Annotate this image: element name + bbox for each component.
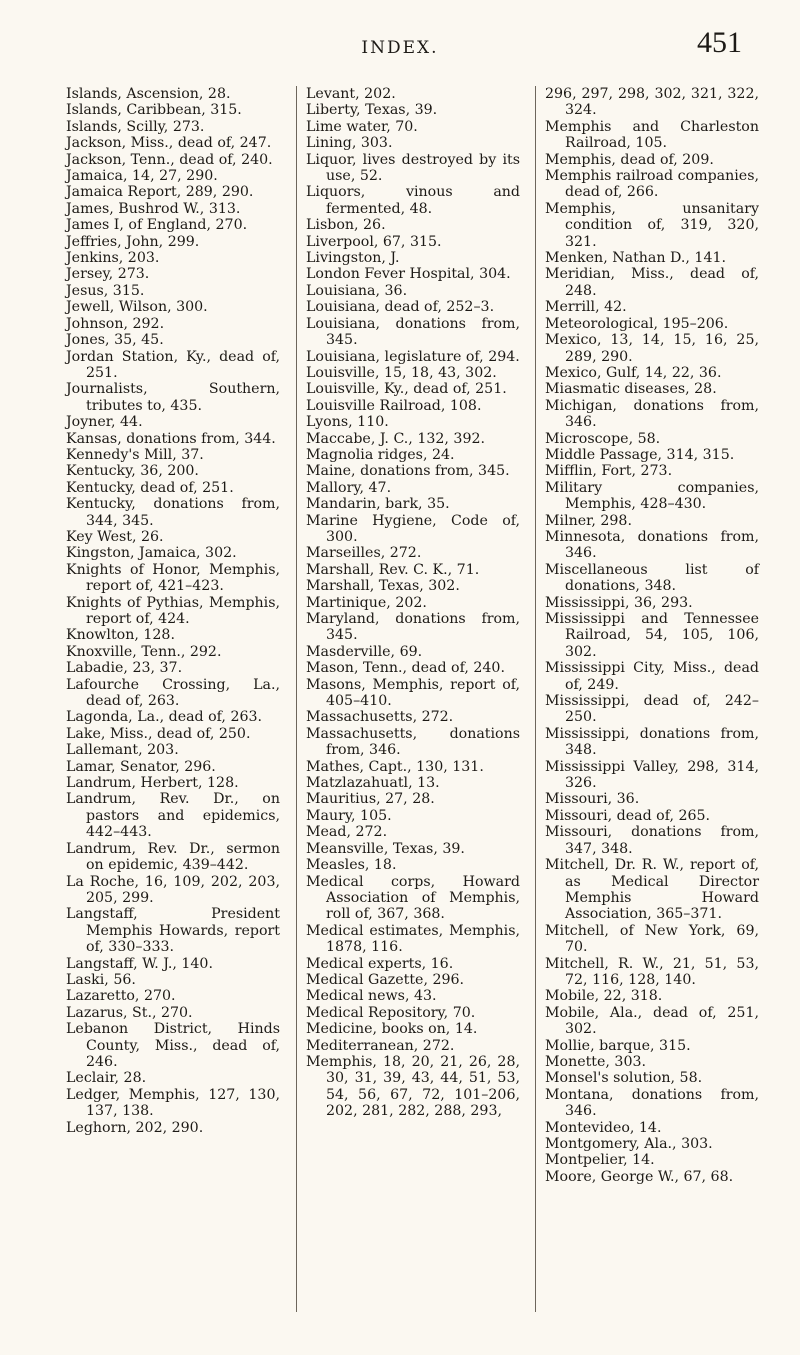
index-entry: Missouri, 36. xyxy=(545,791,640,808)
index-entry: Lime water, 70. xyxy=(306,118,418,135)
index-entry: Magnolia ridges, 24. xyxy=(306,446,455,463)
index-entry: Mexico, 13, 14, 15, 16, 25, 289, 290. xyxy=(545,332,759,365)
index-entry: Louisiana, legislature of, 294. xyxy=(306,348,520,365)
index-entry: Marseilles, 272. xyxy=(306,545,422,562)
index-entry: Knoxville, Tenn., 292. xyxy=(66,643,222,660)
index-entry: Minnesota, donations from, 346. xyxy=(545,528,759,562)
index-entry: Lyons, 110. xyxy=(306,414,389,431)
index-entry: Livingston, J. xyxy=(306,250,400,267)
index-entry: Jenkins, 203. xyxy=(66,250,160,267)
index-entry: Masons, Memphis, report of, 405–410. xyxy=(306,676,520,710)
index-entry: James I, of England, 270. xyxy=(66,217,248,234)
index-entry: Mifflin, Fort, 273. xyxy=(545,463,673,480)
index-entry: Lazaretto, 270. xyxy=(66,988,176,1005)
index-entry: Lafourche Crossing, La., dead of, 263. xyxy=(66,676,280,710)
index-entry: Langstaff, W. J., 140. xyxy=(66,955,213,972)
index-entry: Louisville, Ky., dead of, 251. xyxy=(306,381,507,398)
index-entry: Lazarus, St., 270. xyxy=(66,1004,193,1021)
index-entry: Mississippi City, Miss., dead of, 249. xyxy=(545,660,759,693)
index-entry: Mississippi, dead of, 242–250. xyxy=(545,693,759,726)
index-entry: Meridian, Miss., dead of, 248. xyxy=(545,266,759,299)
index-entry: Mitchell, Dr. R. W., report of, as Medical Director Memphis Howard Association, 365–371. xyxy=(545,857,759,923)
index-entry: Ledger, Memphis, 127, 130, 137, 138. xyxy=(66,1086,280,1120)
index-entry: Measles, 18. xyxy=(306,857,397,874)
index-entry: Liberty, Texas, 39. xyxy=(306,102,438,119)
index-entry: Marshall, Texas, 302. xyxy=(306,578,460,595)
index-entry: Military companies, Memphis, 428–430. xyxy=(545,479,759,513)
index-entry: Liverpool, 67, 315. xyxy=(306,233,442,250)
index-entry: Mobile, 22, 318. xyxy=(545,988,663,1005)
index-entry: Mason, Tenn., dead of, 240. xyxy=(306,660,505,677)
index-entry: Martinique, 202. xyxy=(306,594,427,611)
index-column-1 xyxy=(66,86,280,1136)
index-entry: Mobile, Ala., dead of, 251, 302. xyxy=(545,1004,759,1038)
index-entry: Lallemant, 203. xyxy=(66,742,179,759)
index-entry: Louisville Railroad, 108. xyxy=(306,397,482,414)
index-entry: Medicine, books on, 14. xyxy=(306,1021,478,1038)
index-entry: Labadie, 23, 37. xyxy=(66,660,183,677)
index-entry: Knights of Honor, Memphis, report of, 421–423. xyxy=(66,561,280,595)
index-entry: Landrum, Rev. Dr., sermon on epidemic, 439–442. xyxy=(66,840,280,874)
index-entry: Michigan, donations from, 346. xyxy=(545,397,759,431)
index-entry: Islands, Caribbean, 315. xyxy=(66,102,242,119)
index-entry: Kentucky, donations from, 344, 345. xyxy=(66,496,280,529)
index-entry: Liquor, lives destroyed by its use, 52. xyxy=(306,151,520,185)
page-number: 451 xyxy=(697,26,742,59)
index-entry: Leclair, 28. xyxy=(66,1070,147,1087)
index-entry: Mexico, Gulf, 14, 22, 36. xyxy=(545,364,722,381)
index-entry: Leghorn, 202, 290. xyxy=(66,1119,204,1136)
index-entry: Kingston, Jamaica, 302. xyxy=(66,545,237,562)
index-entry: Louisiana, dead of, 252–3. xyxy=(306,299,495,316)
index-entry: Mitchell, R. W., 21, 51, 53, 72, 116, 128, 140. xyxy=(545,955,759,988)
index-entry: Laski, 56. xyxy=(66,971,136,988)
index-entry: Mallory, 47. xyxy=(306,479,392,496)
index-entry: Jesus, 315. xyxy=(66,282,145,299)
index-entry: Missouri, dead of, 265. xyxy=(545,807,711,824)
index-entry: Liquors, vinous and fermented, 48. xyxy=(306,184,520,217)
index-entry: Lisbon, 26. xyxy=(306,217,386,234)
index-entry: Marshall, Rev. C. K., 71. xyxy=(306,561,480,578)
page-title: INDEX. xyxy=(361,38,439,58)
index-entry: Miscellaneous list of donations, 348. xyxy=(545,561,759,595)
index-entry: Mississippi and Tennessee Railroad, 54, 105, 106, 302. xyxy=(545,611,759,660)
index-entry: Menken, Nathan D., 141. xyxy=(545,250,727,267)
index-entry: Jackson, Miss., dead of, 247. xyxy=(66,135,272,152)
index-entry: Memphis, unsanitary condition of, 319, 320, 321. xyxy=(545,200,759,250)
index-entry: Maury, 105. xyxy=(306,807,392,824)
index-entry: Jewell, Wilson, 300. xyxy=(66,299,208,316)
index-entry: Maccabe, J. C., 132, 392. xyxy=(306,430,486,447)
index-entry: Miasmatic diseases, 28. xyxy=(545,381,717,398)
index-entry: Medical corps, Howard Association of Memphis, roll of, 367, 368. xyxy=(306,873,520,923)
index-entry: Medical estimates, Memphis, 1878, 116. xyxy=(306,922,520,956)
index-entry: Lagonda, La., dead of, 263. xyxy=(66,709,263,726)
index-entry: James, Bushrod W., 313. xyxy=(66,200,241,217)
index-entry: Meansville, Texas, 39. xyxy=(306,840,465,857)
index-entry: Islands, Scilly, 273. xyxy=(66,118,205,135)
index-entry: Memphis and Charleston Railroad, 105. xyxy=(545,118,759,152)
index-entry: Mead, 272. xyxy=(306,824,388,841)
index-entry: Matzlazahuatl, 13. xyxy=(306,775,440,792)
index-entry: Jeffries, John, 299. xyxy=(66,233,200,250)
index-entry: Memphis, dead of, 209. xyxy=(545,151,714,168)
index-entry: Middle Passage, 314, 315. xyxy=(545,446,735,463)
index-column-2 xyxy=(306,86,520,1120)
index-entry: Langstaff, President Memphis Howards, report of, 330–333. xyxy=(66,906,280,956)
index-entry: Monsel's solution, 58. xyxy=(545,1070,703,1087)
index-entry: Lining, 303. xyxy=(306,135,393,152)
index-entry: Medical experts, 16. xyxy=(306,955,454,972)
index-entry: Masderville, 69. xyxy=(306,643,423,660)
index-entry: Mollie, barque, 315. xyxy=(545,1037,691,1054)
index-entry: Mandarin, bark, 35. xyxy=(306,496,450,513)
index-entry: Milner, 298. xyxy=(545,512,632,529)
index-entry: Mitchell, of New York, 69, 70. xyxy=(545,922,759,956)
index-entry: Maryland, donations from, 345. xyxy=(306,611,520,644)
index-entry: Massachusetts, 272. xyxy=(306,709,454,726)
index-entry: Memphis railroad companies, dead of, 266. xyxy=(545,168,759,201)
index-entry: Kennedy's Mill, 37. xyxy=(66,446,204,463)
index-entry: Moore, George W., 67, 68. xyxy=(545,1168,734,1185)
index-entry: Memphis, 18, 20, 21, 26, 28, 30, 31, 39, 43, 44, 51, 53, 54, 56, 67, 72, 101–206, 202, 281, 282, 288, 293, xyxy=(306,1053,520,1120)
index-entry: Landrum, Rev. Dr., on pastors and epidemics, 442–443. xyxy=(66,791,280,841)
index-entry: Mediterranean, 272. xyxy=(306,1037,455,1054)
index-entry: Montgomery, Ala., 303. xyxy=(545,1136,713,1152)
index-entry: Mississippi, donations from, 348. xyxy=(545,725,759,759)
index-entry: Lamar, Senator, 296. xyxy=(66,758,216,775)
index-entry: Islands, Ascension, 28. xyxy=(66,86,231,102)
index-entry: Joyner, 44. xyxy=(66,414,143,431)
index-entry: Merrill, 42. xyxy=(545,299,627,316)
index-entry: Johnson, 292. xyxy=(66,315,165,332)
index-entry: Jersey, 273. xyxy=(66,266,150,283)
index-entry: Levant, 202. xyxy=(306,86,396,102)
index-entry: Montevideo, 14. xyxy=(545,1119,662,1136)
index-entry: Journalists, Southern, tributes to, 435. xyxy=(66,381,280,414)
index-entry: Medical news, 43. xyxy=(306,988,437,1005)
index-entry: Louisville, 15, 18, 43, 302. xyxy=(306,364,497,381)
index-entry: Mississippi, 36, 293. xyxy=(545,594,693,611)
index-entry: Maine, donations from, 345. xyxy=(306,463,510,480)
index-entry: Monette, 303. xyxy=(545,1053,647,1070)
index-entry: Kentucky, 36, 200. xyxy=(66,463,199,480)
index-entry: Lake, Miss., dead of, 250. xyxy=(66,725,251,742)
index-entry: Knowlton, 128. xyxy=(66,627,175,644)
index-entry: Jordan Station, Ky., dead of, 251. xyxy=(66,348,280,381)
index-entry: Massachusetts, donations from, 346. xyxy=(306,725,520,759)
index-entry: Key West, 26. xyxy=(66,528,164,545)
index-entry: Jones, 35, 45. xyxy=(66,332,164,349)
index-entry: Mathes, Capt., 130, 131. xyxy=(306,758,484,775)
index-column-3 xyxy=(545,86,759,1185)
running-head xyxy=(0,26,800,66)
index-entry: Kentucky, dead of, 251. xyxy=(66,479,234,496)
index-entry: Landrum, Herbert, 128. xyxy=(66,775,239,792)
index-entry: Louisiana, 36. xyxy=(306,282,408,299)
index-entry: 296, 297, 298, 302, 321, 322, 324. xyxy=(545,86,759,119)
index-entry: Missouri, donations from, 347, 348. xyxy=(545,824,759,857)
index-entry: Jackson, Tenn., dead of, 240. xyxy=(66,151,273,168)
index-entry: Microscope, 58. xyxy=(545,430,661,447)
index-entry: Montana, donations from, 346. xyxy=(545,1086,759,1120)
index-entry: Medical Repository, 70. xyxy=(306,1004,476,1021)
index-entry: Montpelier, 14. xyxy=(545,1152,655,1169)
index-entry: Lebanon District, Hinds County, Miss., dead of, 246. xyxy=(66,1021,280,1070)
index-entry: Meteorological, 195–206. xyxy=(545,315,729,332)
index-entry: Knights of Pythias, Memphis, report of, 424. xyxy=(66,594,280,627)
index-entry: Mississippi Valley, 298, 314, 326. xyxy=(545,758,759,792)
index-entry: Louisiana, donations from, 345. xyxy=(306,315,520,349)
index-entry: Kansas, donations from, 344. xyxy=(66,430,276,447)
index-entry: Marine Hygiene, Code of, 300. xyxy=(306,512,520,545)
index-entry: Mauritius, 27, 28. xyxy=(306,791,435,808)
index-entry: Jamaica Report, 289, 290. xyxy=(66,184,254,201)
index-entry: London Fever Hospital, 304. xyxy=(306,266,511,283)
index-entry: La Roche, 16, 109, 202, 203, 205, 299. xyxy=(66,873,280,906)
index-entry: Medical Gazette, 296. xyxy=(306,971,465,988)
index-entry: Jamaica, 14, 27, 290. xyxy=(66,168,218,185)
